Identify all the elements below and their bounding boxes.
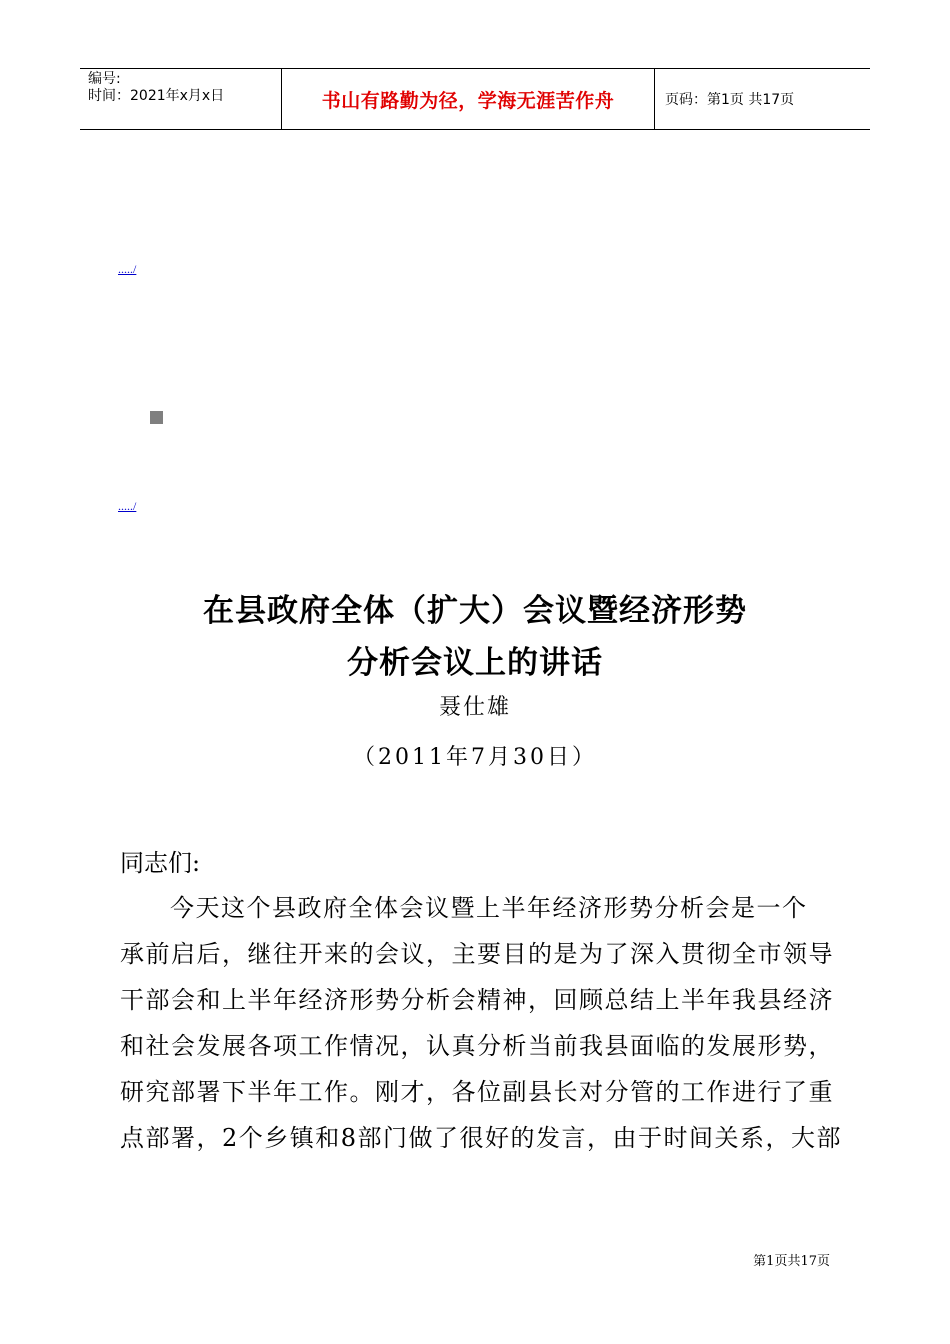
header-time-label: 时间：2021年x月x日 (88, 88, 225, 104)
header-page-info: 页码：第1页 共17页 (665, 92, 795, 108)
body-line: 今天这个县政府全体会议暨上半年经济形势分析会是一个 (170, 894, 808, 922)
placeholder-square-icon (150, 411, 163, 424)
body-line: 干部会和上半年经济形势分析会精神，回顾总结上半年我县经济 (120, 986, 834, 1014)
body-line: 研究部署下半年工作。刚才，各位副县长对分管的工作进行了重 (120, 1078, 834, 1106)
document-title-line-1: 在县政府全体（扩大）会议暨经济形势 (203, 593, 747, 629)
document-author: 聂仕雄 (438, 695, 511, 720)
page-footer: 第1页共17页 (753, 1254, 830, 1269)
page-header (80, 68, 870, 130)
header-number-label: 编号: (88, 71, 121, 87)
dots-link-1[interactable]: ...../ (118, 262, 137, 276)
document-date: （2011年7月30日） (353, 745, 597, 770)
body-line: 和社会发展各项工作情况，认真分析当前我县面临的发展形势， (120, 1032, 834, 1060)
document-title-line-2: 分析会议上的讲话 (347, 645, 603, 681)
dots-link-2[interactable]: ...../ (118, 499, 137, 513)
header-meta (80, 69, 282, 129)
salutation: 同志们: (120, 849, 201, 877)
body-line: 承前启后，继往开来的会议，主要目的是为了深入贯彻全市领导 (120, 940, 834, 968)
body-line: 点部署，2个乡镇和8部门做了很好的发言，由于时间关系，大部 (120, 1124, 843, 1152)
body-paragraph (120, 885, 843, 1161)
header-motto: 书山有路勤为径，学海无涯苦作舟 (282, 69, 655, 129)
